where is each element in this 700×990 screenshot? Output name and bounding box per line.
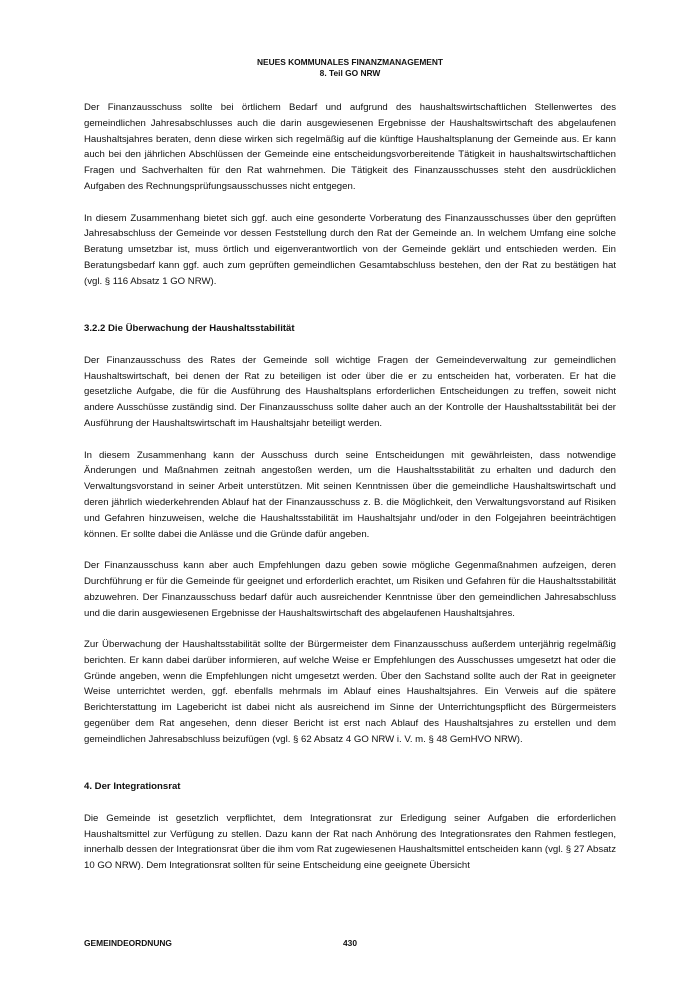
section-heading: 4. Der Integrationsrat	[84, 781, 181, 793]
paragraph: Zur Überwachung der Haushaltsstabilität sollte der Bürgermeister dem Finanzausschuss außerdem unterjährig regelmäßig berichten. Er kann dabei darüber informieren, auf welche Weise er Empfehlungen des Ausschusses umgesetzt hat oder die Gründe angeben, wenn die Empfehlungen nicht umgesetzt werden. Über den Sachstand sollte auch der Rat in geeigneter Weise unterrichtet werden, ggf. ebenfalls mehrmals im Ablauf eines Haushaltsjahres. Ein Verweis auf die spätere Berichterstattung im Lagebericht ist dabei nicht als ausreichend im Sinne der Unterrichtungspflicht des Bürgermeisters gegenüber dem Rat angesehen, denn dieser Bericht ist erst nach Ablauf des Haushaltsjahres zu erstellen und dem gemeindlichen Jahresabschluss beizufügen (vgl. § 62 Absatz 4 GO NRW i. V. m. § 48 GemHVO NRW).	[84, 639, 616, 745]
paragraph: In diesem Zusammenhang kann der Ausschuss durch seine Entscheidungen mit gewährleisten, dass notwendige Änderungen und Maßnahmen zeitnah angestoßen werden, um die Haushaltsstabilität zu erhalten und dadurch den Verwaltungsvorstand in seiner Arbeit unterstützen. Mit seinen Kenntnissen über die gemeindliche Haushaltswirtschaft und deren jährlich wiederkehrenden Ablauf hat der Finanzausschuss z. B. die Möglichkeit, den Verwaltungsvorstand auf Risiken und Gefahren hinzuweisen, welche die Haushaltsstabilität im Haushaltsjahr und/oder in den Folgejahren beeinträchtigen können. Er sollte dabei die Anlässe und die Gründe dafür angeben.	[84, 449, 616, 540]
header-subtitle: 8. Teil GO NRW	[319, 68, 381, 78]
page-number: 430	[343, 938, 357, 948]
paragraph: Die Gemeinde ist gesetzlich verpflichtet, dem Integrationsrat zur Erledigung seiner Aufgaben die erforderlichen Haushaltsmittel zur Verfügung zu stellen. Dazu kann der Rat nach Anhörung des Integrationsrates den Rahmen festlegen, innerhalb dessen der Integrationsrat über die ihm vom Rat zugewiesenen Haushaltsmittel entscheiden kann (vgl. § 27 Absatz 10 GO NRW). Dem Integrationsrat sollten für seine Entscheidung eine geeignete Übersicht	[84, 812, 616, 872]
paragraph: Der Finanzausschuss kann aber auch Empfehlungen dazu geben sowie mögliche Gegenmaßnahmen aufzeigen, deren Durchführung er für die Gemeinde für geeignet und erforderlich erachtet, um Risiken und Gefahren für die Haushaltsstabilität abzuwehren. Der Finanzausschuss bedarf dafür auch ausreichender Kenntnisse über den gemeindlichen Jahresabschluss und die darin ausgewiesenen Ergebnisse der Haushaltswirtschaft des abgelaufenen Haushaltsjahres.	[84, 560, 616, 619]
paragraph: Der Finanzausschuss des Rates der Gemeinde soll wichtige Fragen der Gemeindeverwaltung zur gemeindlichen Haushaltswirtschaft, bei denen der Rat zu beteiligen ist oder über die er zu entscheiden hat, vorberaten. Er hat die gesetzliche Aufgabe, die für die Ausführung des Haushaltsplans erforderlichen Entscheidungen zu treffen, soweit nicht andere Ausschüsse zuständig sind. Der Finanzausschuss sollte daher auch an der Kontrolle der Haushaltsstabilität bei der Ausführung der Haushaltswirtschaft im Haushaltsjahr beteiligt werden.	[84, 354, 616, 429]
paragraph: In diesem Zusammenhang bietet sich ggf. auch eine gesonderte Vorberatung des Finanzausschusses über den geprüften Jahresabschluss der Gemeinde vor dessen Feststellung durch den Rat der Gemeinde an. In welchem Umfang eine solche Beratung umsetzbar ist, muss örtlich und eigenverantwortlich von der Gemeinde geklärt und entschieden werden. Ein Beratungsbedarf kann ggf. auch zum geprüften gemeindlichen Gesamtabschluss bestehen, den der Rat zu bestätigen hat (vgl. § 116 Absatz 1 GO NRW).	[84, 212, 616, 287]
footer-label: GEMEINDEORDNUNG	[84, 938, 172, 948]
header-title: NEUES KOMMUNALES FINANZMANAGEMENT	[256, 57, 444, 67]
page-header	[0, 57, 700, 79]
paragraph: Der Finanzausschuss sollte bei örtlichem Bedarf und aufgrund des haushaltswirtschaftlichen Stellenwertes des gemeindlichen Jahresabschlusses auch die darin ausgewiesenen Ergebnisse der Haushaltswirtschaft des abgelaufenen Haushaltsjahres beraten, denn diese wirken sich regelmäßig auf die künftige Haushaltsplanung der Gemeinde aus. Er kann auch bei den jährlichen Abschlüssen der Gemeinde eine entscheidungsvorbereitende Tätigkeit in haushaltswirtschaftlichen Fragen und Sachverhalten für den Rat wahrnehmen. Die Tätigkeit des Finanzausschusses steht den ausdrücklichen Aufgaben des Rechnungsprüfungsausschusses nicht entgegen.	[84, 102, 616, 192]
section-heading: 3.2.2 Die Überwachung der Haushaltsstabilität	[84, 323, 295, 335]
document-body	[84, 100, 616, 874]
